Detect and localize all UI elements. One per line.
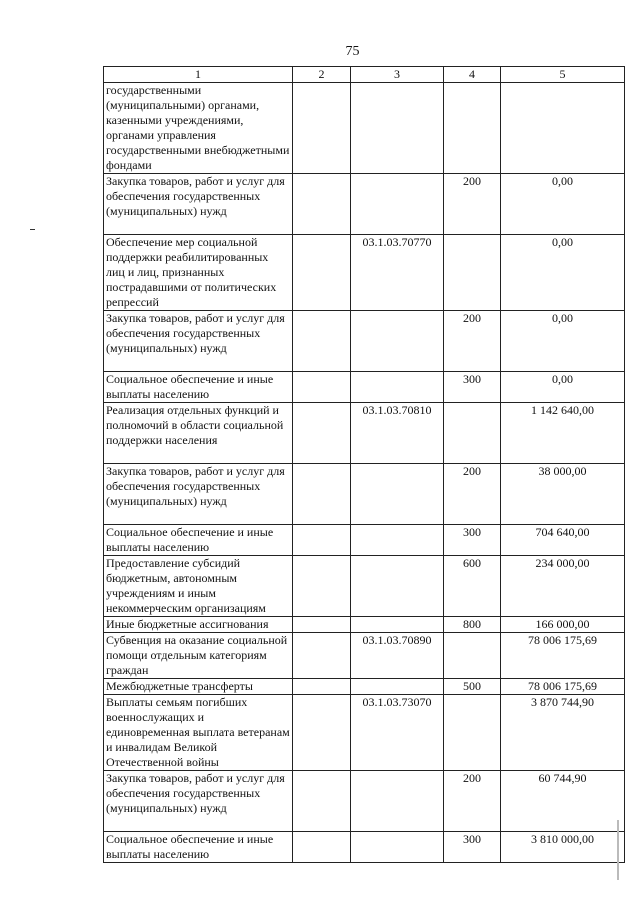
row-amount: 704 640,00 <box>501 525 625 556</box>
row-amount: 3 870 744,90 <box>501 695 625 771</box>
row-col-2 <box>293 556 351 617</box>
table-row <box>104 174 625 235</box>
row-col-2 <box>293 771 351 832</box>
row-code <box>351 525 444 556</box>
header-col-5: 5 <box>501 67 625 83</box>
row-code <box>351 556 444 617</box>
row-expense-type: 200 <box>444 771 501 832</box>
row-name: Закупка товаров, работ и услуг для обеспечения государственных (муниципальных) нужд <box>104 771 293 832</box>
row-amount: 1 142 640,00 <box>501 403 625 464</box>
row-amount: 0,00 <box>501 235 625 311</box>
header-col-3: 3 <box>351 67 444 83</box>
row-name: государственными (муниципальными) органами, казенными учреждениями, органами управления государственными внебюджетными фондами <box>104 83 293 174</box>
row-amount <box>501 83 625 174</box>
table-row <box>104 679 625 695</box>
row-name: Субвенция на оказание социальной помощи отдельным категориям граждан <box>104 633 293 679</box>
row-col-2 <box>293 403 351 464</box>
table-row <box>104 464 625 525</box>
row-col-2 <box>293 617 351 633</box>
row-expense-type <box>444 235 501 311</box>
row-expense-type <box>444 403 501 464</box>
row-name: Предоставление субсидий бюджетным, автономным учреждениям и иным некоммерческим организациям <box>104 556 293 617</box>
table-row <box>104 771 625 832</box>
row-amount: 3 810 000,00 <box>501 832 625 863</box>
row-expense-type: 500 <box>444 679 501 695</box>
row-code <box>351 832 444 863</box>
row-name: Реализация отдельных функций и полномочий в области социальной поддержки населения <box>104 403 293 464</box>
table-row <box>104 556 625 617</box>
row-expense-type: 300 <box>444 372 501 403</box>
row-code <box>351 311 444 372</box>
table-row <box>104 235 625 311</box>
row-amount: 60 744,90 <box>501 771 625 832</box>
budget-table <box>103 66 625 863</box>
row-expense-type <box>444 83 501 174</box>
table-row <box>104 372 625 403</box>
row-code <box>351 372 444 403</box>
margin-tick-mark <box>30 229 35 230</box>
row-col-2 <box>293 679 351 695</box>
row-code <box>351 83 444 174</box>
page-number: 75 <box>345 44 360 59</box>
table-row <box>104 311 625 372</box>
row-col-2 <box>293 83 351 174</box>
header-col-2: 2 <box>293 67 351 83</box>
row-expense-type <box>444 695 501 771</box>
table-row <box>104 633 625 679</box>
row-amount: 38 000,00 <box>501 464 625 525</box>
row-code <box>351 174 444 235</box>
row-code: 03.1.03.70770 <box>351 235 444 311</box>
row-amount: 234 000,00 <box>501 556 625 617</box>
row-amount: 0,00 <box>501 372 625 403</box>
header-col-4: 4 <box>444 67 501 83</box>
row-expense-type: 800 <box>444 617 501 633</box>
table-row <box>104 695 625 771</box>
row-col-2 <box>293 695 351 771</box>
row-expense-type: 200 <box>444 174 501 235</box>
row-expense-type: 300 <box>444 525 501 556</box>
scan-edge-mark <box>617 820 619 880</box>
row-code: 03.1.03.73070 <box>351 695 444 771</box>
row-name: Социальное обеспечение и иные выплаты населению <box>104 372 293 403</box>
row-amount: 0,00 <box>501 311 625 372</box>
row-name: Закупка товаров, работ и услуг для обеспечения государственных (муниципальных) нужд <box>104 311 293 372</box>
row-name: Обеспечение мер социальной поддержки реабилитированных лиц и лиц, признанных пострадавшими от политических репрессий <box>104 235 293 311</box>
row-expense-type: 300 <box>444 832 501 863</box>
row-name: Межбюджетные трансферты <box>104 679 293 695</box>
row-code: 03.1.03.70810 <box>351 403 444 464</box>
row-name: Иные бюджетные ассигнования <box>104 617 293 633</box>
row-expense-type: 200 <box>444 464 501 525</box>
row-code <box>351 771 444 832</box>
table-row <box>104 525 625 556</box>
row-name: Закупка товаров, работ и услуг для обеспечения государственных (муниципальных) нужд <box>104 464 293 525</box>
row-code: 03.1.03.70890 <box>351 633 444 679</box>
row-col-2 <box>293 235 351 311</box>
table-row <box>104 617 625 633</box>
header-col-1: 1 <box>104 67 293 83</box>
row-amount: 78 006 175,69 <box>501 633 625 679</box>
row-expense-type <box>444 633 501 679</box>
row-name: Социальное обеспечение и иные выплаты населению <box>104 832 293 863</box>
row-col-2 <box>293 372 351 403</box>
row-expense-type: 200 <box>444 311 501 372</box>
row-code <box>351 464 444 525</box>
row-amount: 78 006 175,69 <box>501 679 625 695</box>
row-col-2 <box>293 174 351 235</box>
table-header-row <box>104 67 625 83</box>
row-amount: 0,00 <box>501 174 625 235</box>
row-expense-type: 600 <box>444 556 501 617</box>
row-name: Выплаты семьям погибших военнослужащих и единовременная выплата ветеранам и инвалидам Великой Отечественной войны <box>104 695 293 771</box>
table-row <box>104 403 625 464</box>
row-code <box>351 617 444 633</box>
row-col-2 <box>293 525 351 556</box>
row-name: Социальное обеспечение и иные выплаты населению <box>104 525 293 556</box>
row-col-2 <box>293 464 351 525</box>
row-col-2 <box>293 311 351 372</box>
row-col-2 <box>293 633 351 679</box>
table-row <box>104 832 625 863</box>
row-code <box>351 679 444 695</box>
table-row <box>104 83 625 174</box>
row-col-2 <box>293 832 351 863</box>
row-name: Закупка товаров, работ и услуг для обеспечения государственных (муниципальных) нужд <box>104 174 293 235</box>
row-amount: 166 000,00 <box>501 617 625 633</box>
